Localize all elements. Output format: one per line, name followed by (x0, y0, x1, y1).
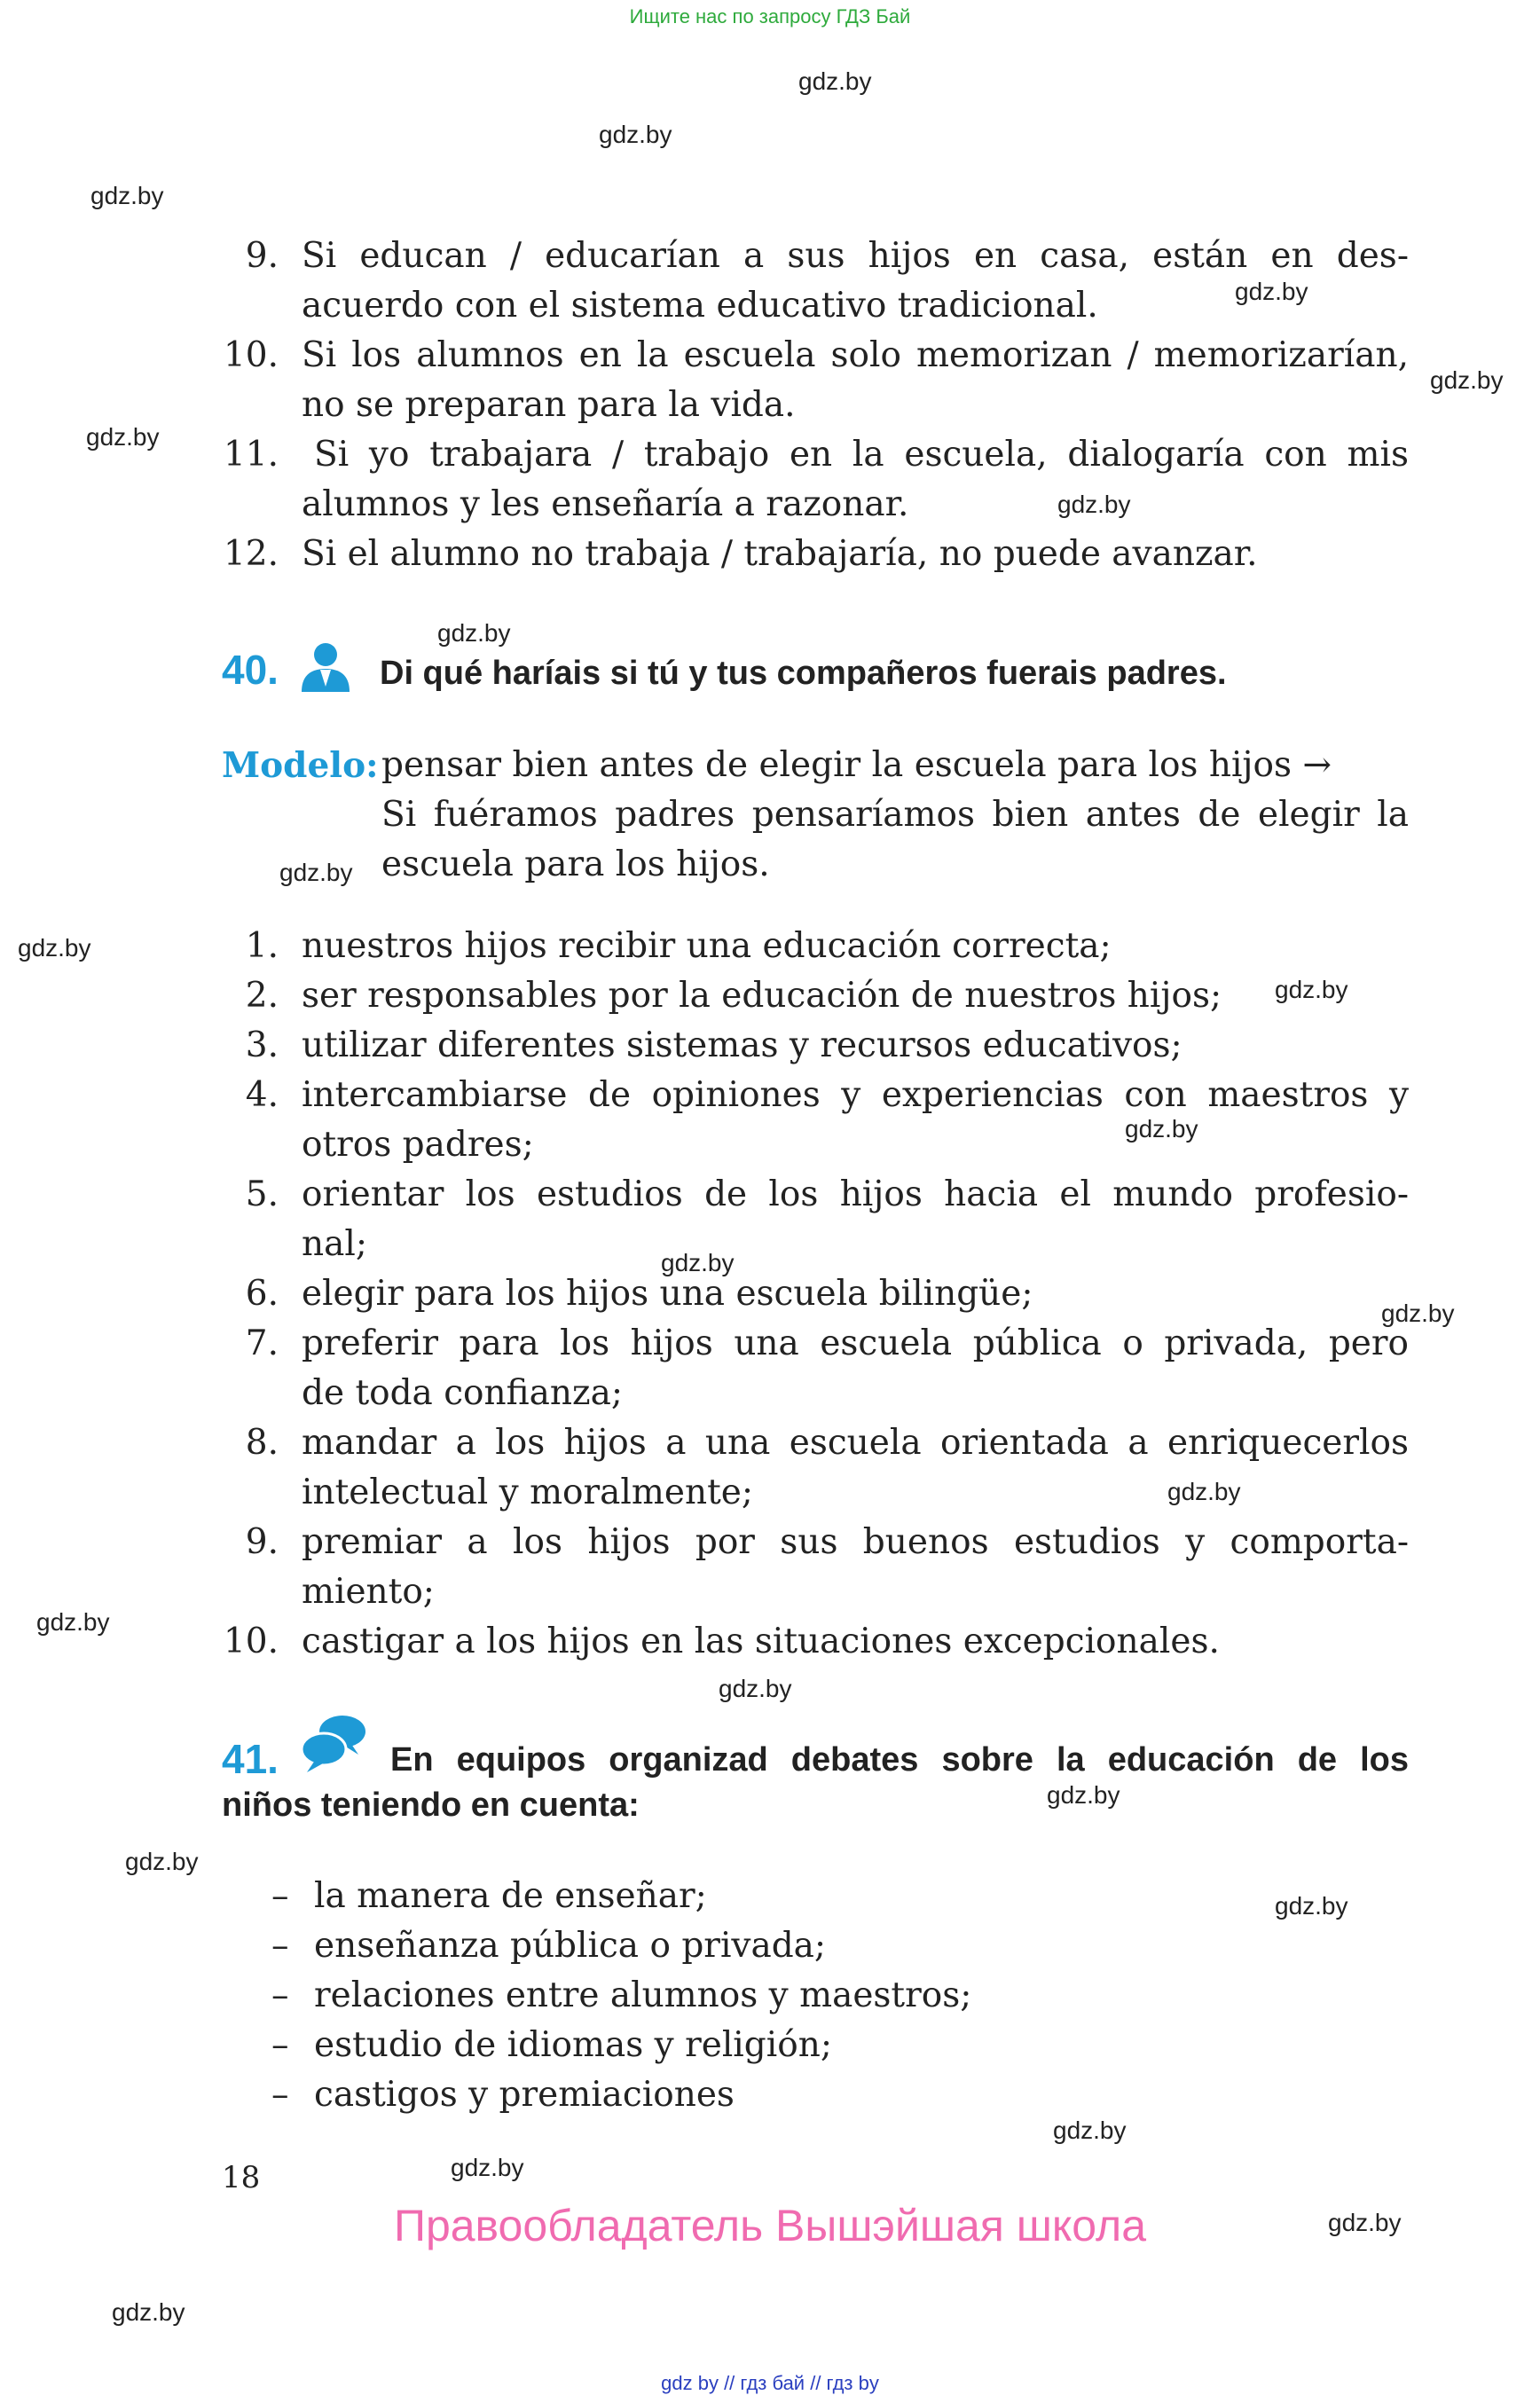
watermark: gdz.by (125, 1848, 199, 1875)
list-item-text: relaciones entre alumnos y maestros; (314, 1975, 972, 2015)
list-item-text: castigar a los hijos en las situaciones excepcionales. (302, 1622, 1220, 1661)
watermark: gdz.by (1430, 366, 1504, 394)
watermark: gdz.by (437, 619, 511, 647)
dash-marker: – (271, 2025, 289, 2065)
list-item-text: acuerdo con el sistema educativo tradicional. (302, 286, 1098, 326)
watermark: gdz.by (1167, 1478, 1241, 1505)
list-item-number: 8. (245, 1423, 279, 1463)
list-item-text: orientar los estudios de los hijos hacia el mundo profesio- (302, 1174, 1409, 1214)
bottom-links[interactable]: gdz by // гдз бай // гдз by (661, 2372, 879, 2394)
watermark: gdz.by (1328, 2209, 1402, 2236)
watermark: gdz.by (1053, 2116, 1127, 2144)
list-item-text: premiar a los hijos por sus buenos estudios y comporta- (302, 1522, 1409, 1562)
list-item-text: elegir para los hijos una escuela bilingüe; (302, 1274, 1033, 1314)
watermark: gdz.by (279, 859, 353, 886)
list-item-number: 5. (245, 1174, 279, 1214)
watermark: gdz.by (1275, 1892, 1348, 1920)
list-item-text: alumnos y les enseñaría a razonar. (302, 484, 909, 524)
watermark: gdz.by (1047, 1781, 1120, 1809)
list-item-text: utilizar diferentes sistemas y recursos educativos; (302, 1025, 1182, 1065)
list-item-text: enseñanza pública o privada; (314, 1926, 827, 1966)
rights-holder: Правообладатель Вышэйшая школа (394, 2201, 1146, 2250)
speech-bubbles-icon (300, 1714, 369, 1776)
list-item-text: estudio de idiomas y religión; (314, 2025, 832, 2065)
exercise-number: 41. (222, 1736, 279, 1782)
modelo-text: escuela para los hijos. (381, 844, 770, 884)
modelo-text: Si fuéramos padres pensaríamos bien antes de elegir la (381, 795, 1409, 835)
watermark: gdz.by (1381, 1300, 1455, 1327)
watermark: gdz.by (90, 182, 164, 209)
watermark: gdz.by (1235, 278, 1308, 305)
person-icon (298, 640, 353, 692)
page-number: 18 (222, 2160, 261, 2195)
list-item-number: 10. (223, 1622, 279, 1661)
list-item-number: 1. (245, 926, 279, 966)
list-item-text: nuestros hijos recibir una educación correcta; (302, 926, 1112, 966)
list-item-text: nal; (302, 1224, 367, 1264)
watermark: gdz.by (112, 2298, 185, 2326)
list-item-text: castigos y premiaciones (314, 2075, 735, 2115)
dash-marker: – (271, 2075, 289, 2115)
list-item-text: preferir para los hijos una escuela pública o privada, pero (302, 1323, 1409, 1363)
list-item-number: 11. (223, 435, 279, 475)
watermark: gdz.by (86, 423, 160, 451)
dash-marker: – (271, 1926, 289, 1966)
dash-marker: – (271, 1876, 289, 1916)
watermark: gdz.by (599, 121, 672, 148)
watermark: gdz.by (451, 2154, 524, 2181)
list-item-text: la manera de enseñar; (314, 1876, 707, 1916)
exercise-title: Di qué haríais si tú y tus compañeros fuerais padres. (380, 655, 1227, 692)
list-item-number: 2. (245, 976, 279, 1016)
list-item-number: 9. (245, 1522, 279, 1562)
exercise-title: niños teniendo en cuenta: (222, 1787, 640, 1824)
list-item-text: intercambiarse de opiniones y experiencias con maestros y (302, 1075, 1409, 1115)
list-item-number: 9. (245, 236, 279, 276)
list-item-number: 3. (245, 1025, 279, 1065)
modelo-label: Modelo: (222, 745, 379, 786)
watermark: gdz.by (18, 934, 91, 962)
list-item-number: 10. (223, 335, 279, 375)
list-item-number: 4. (245, 1075, 279, 1115)
list-item-text: Si los alumnos en la escuela solo memorizan / memorizarían, (302, 335, 1409, 375)
list-item-text: Si el alumno no trabaja / trabajaría, no puede avanzar. (302, 534, 1258, 574)
list-item-text: mandar a los hijos a una escuela orientada a enriquecerlos (302, 1423, 1409, 1463)
top-search-link[interactable]: Ищите нас по запросу ГДЗ Бай (629, 5, 911, 27)
list-item-text: miento; (302, 1572, 435, 1612)
dash-marker: – (271, 1975, 289, 2015)
list-item-text: Si yo trabajara / trabajo en la escuela, dialogaría con mis (314, 435, 1409, 475)
exercise-title: En equipos organizad debates sobre la educación de los (390, 1741, 1409, 1779)
list-item-text: ser responsables por la educación de nuestros hijos; (302, 976, 1222, 1016)
watermark: gdz.by (1275, 976, 1348, 1003)
list-item-text: otros padres; (302, 1125, 534, 1165)
list-item-number: 12. (223, 534, 279, 574)
watermark: gdz.by (1057, 491, 1131, 518)
list-item-text: no se preparan para la vida. (302, 385, 796, 425)
watermark: gdz.by (661, 1249, 735, 1276)
watermark: gdz.by (36, 1608, 110, 1636)
watermark: gdz.by (1125, 1115, 1198, 1143)
list-item-number: 6. (245, 1274, 279, 1314)
watermark: gdz.by (798, 67, 872, 95)
list-item-number: 7. (245, 1323, 279, 1363)
list-item-text: Si educan / educarían a sus hijos en casa, están en des- (302, 236, 1409, 276)
list-item-text: de toda confianza; (302, 1373, 623, 1413)
exercise-number: 40. (222, 647, 279, 693)
watermark: gdz.by (719, 1675, 792, 1702)
list-item-text: intelectual y moralmente; (302, 1472, 753, 1512)
modelo-text: pensar bien antes de elegir la escuela para los hijos → (381, 745, 1332, 785)
